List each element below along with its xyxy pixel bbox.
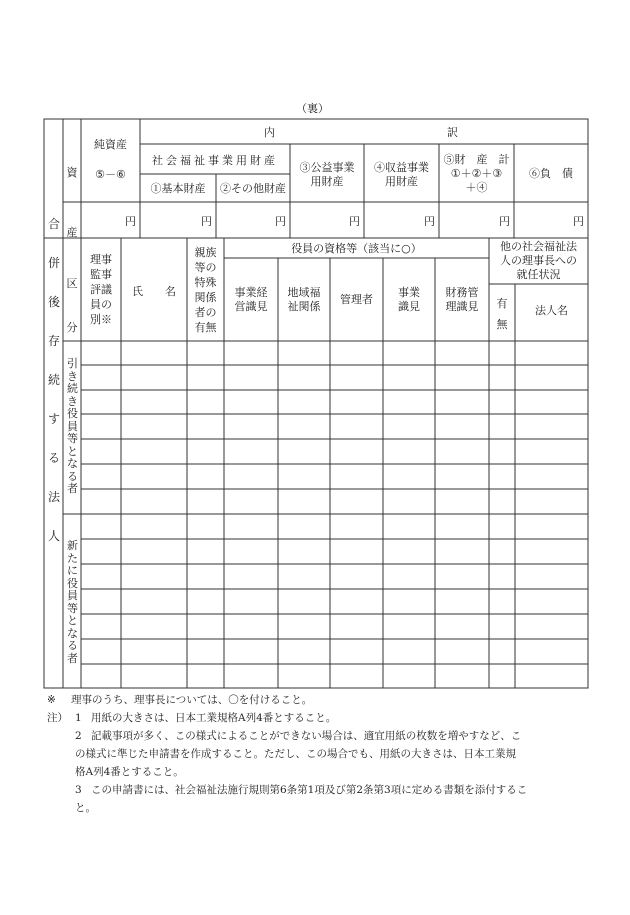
group-continuing-char: 引: [67, 357, 78, 370]
group-new-char: な: [67, 626, 78, 640]
q2-line: 祉関係: [287, 300, 321, 313]
group-new-char: 役: [67, 576, 78, 590]
note-3-line-1: この申請書には、社会福祉法施行規則第6条第1項及び第2条第3項に定める書類を添付するこ: [91, 784, 528, 796]
other-corp-header-line: 他の社会福祉法: [500, 240, 577, 253]
role-type-line: 員の: [90, 298, 112, 311]
group-continuing-char: 等: [67, 432, 78, 445]
group-continuing-char: 役: [67, 407, 78, 420]
group-new-char: と: [67, 614, 78, 627]
note-1-number: 1: [75, 712, 82, 724]
left-label-char: 併: [47, 256, 60, 270]
left-label-char: 人: [47, 529, 60, 543]
group-continuing-char: 者: [67, 482, 78, 495]
qualification-business-header: [383, 286, 435, 314]
yen-unit: 円: [201, 215, 212, 228]
group-new-char: 新: [67, 539, 78, 552]
net-assets-amount-field[interactable]: [82, 203, 122, 237]
left-label-char: す: [47, 412, 60, 426]
group-new-label: [66, 540, 79, 665]
qualification-management-header: [224, 286, 278, 314]
left-label-char: 存: [47, 334, 60, 348]
corp-name-header: 法人名: [535, 304, 568, 317]
left-label-char: 後: [47, 295, 60, 309]
relatives-line: 特殊: [194, 276, 217, 289]
assets-label-char: 産: [66, 226, 78, 239]
category-label-char: 分: [66, 321, 78, 334]
left-label-char: 続: [47, 373, 60, 387]
note-2-line-3: 格A列4番とすること。: [75, 766, 184, 778]
liabilities-label: ⑥負 債: [529, 167, 573, 180]
group-new-char: 等: [67, 601, 78, 615]
yen-unit: 円: [349, 215, 360, 228]
relatives-line: 等の: [194, 261, 217, 274]
other-assets-amount-field[interactable]: [217, 203, 273, 237]
public-interest-assets-label-1: ③公益事業: [299, 161, 355, 174]
asterisk-note-mark: ※: [47, 694, 56, 706]
other-corp-header-line: 人の理事長への: [500, 254, 577, 267]
net-assets-label: 純資産: [94, 138, 127, 151]
page-label: （裏）: [296, 102, 329, 115]
group-new-char: 員: [67, 589, 78, 602]
note-3-number: 3: [75, 784, 82, 796]
presence-header: [490, 293, 514, 335]
note-2-number: 2: [75, 730, 82, 742]
qualification-header: 役員の資格等（該当に○）: [291, 242, 422, 255]
group-new-char: 者: [67, 651, 78, 665]
group-continuing-char: き: [67, 394, 78, 408]
yen-unit: 円: [499, 215, 510, 228]
total-assets-amount-field[interactable]: [440, 203, 497, 237]
relatives-line: 親族: [194, 246, 217, 259]
group-continuing-char: る: [67, 469, 78, 483]
profit-amount-field[interactable]: [365, 203, 422, 237]
relatives-header: [188, 245, 223, 335]
total-assets-label-1: ⑤財 産 計: [443, 153, 510, 166]
category-label-char: 区: [66, 277, 78, 290]
role-type-header: [82, 252, 120, 327]
profit-assets-label-2: 用財産: [385, 175, 418, 188]
q5-line: 財務管: [445, 286, 479, 299]
breakdown-label-1: 内: [264, 126, 275, 139]
left-label-char: 合: [47, 217, 60, 231]
note-2-line-2: の様式に準じた申請書を作成すること。ただし、この場合でも、用紙の大きさは、日本工業規: [75, 748, 516, 760]
relatives-line: 者の: [194, 306, 217, 319]
breakdown-label-2: 訳: [447, 126, 458, 139]
role-type-line: 理事: [90, 253, 112, 266]
role-type-line: 別※: [90, 313, 112, 326]
left-vertical-label: [47, 205, 61, 556]
other-corp-header: [489, 240, 588, 282]
social-welfare-assets-label: 社会福祉事業用財産: [152, 154, 278, 167]
total-assets-label-2: ①＋②＋③: [450, 167, 503, 180]
asterisk-note-text: 理事のうち、理事長については、〇を付けること。: [71, 694, 313, 706]
qualification-community-header: [278, 286, 330, 314]
group-continuing-char: 続: [67, 382, 78, 395]
other-assets-label: ②その他財産: [220, 182, 286, 195]
qualification-manager-header: 管理者: [340, 293, 373, 306]
net-assets-formula: ⑤－⑥: [95, 168, 126, 181]
role-type-line: 評議: [90, 283, 112, 296]
yen-unit: 円: [125, 215, 136, 228]
assets-section-label: [65, 143, 79, 263]
group-new-char: る: [67, 639, 78, 652]
q1-line: 事業経: [234, 286, 268, 299]
notes-label: 注）: [47, 712, 68, 724]
liabilities-amount-field[interactable]: [515, 203, 571, 237]
public-interest-amount-field[interactable]: [291, 203, 347, 237]
q1-line: 営識見: [234, 300, 268, 313]
group-continuing-label: [66, 358, 79, 496]
presence-line: 無: [496, 318, 508, 331]
note-2-line-1: 記載事項が多く、この様式によることができない場合は、適宜用紙の枚数を増やすなど、こ: [91, 730, 522, 742]
group-continuing-char: と: [67, 444, 78, 458]
q2-line: 地域福: [287, 286, 321, 299]
group-new-char: に: [67, 564, 78, 577]
group-new-char: た: [67, 551, 78, 565]
q5-line: 理識見: [445, 300, 479, 313]
name-header: 氏 名: [132, 285, 176, 298]
presence-line: 有: [496, 297, 508, 310]
left-label-char: 法: [47, 490, 60, 504]
group-continuing-char: 員: [67, 419, 78, 433]
q4-line: 識見: [398, 300, 420, 313]
note-1-text: 用紙の大きさは、日本工業規格A列4番とすること。: [91, 712, 337, 724]
relatives-line: 有無: [194, 321, 217, 334]
basic-assets-label: ①基本財産: [150, 182, 206, 195]
yen-unit: 円: [573, 215, 584, 228]
relatives-line: 関係: [194, 291, 217, 304]
group-continuing-char: き: [67, 369, 78, 383]
role-type-line: 監事: [90, 268, 112, 281]
left-label-char: る: [47, 451, 60, 465]
assets-label-char: 資: [66, 166, 78, 179]
group-continuing-char: な: [67, 457, 78, 470]
qualification-finance-header: [435, 286, 489, 314]
note-3-line-2: と。: [75, 802, 96, 814]
yen-unit: 円: [424, 215, 435, 228]
other-corp-header-line: 就任状況: [516, 268, 561, 281]
profit-assets-label-1: ④収益事業: [374, 161, 429, 174]
category-label: [65, 262, 79, 350]
basic-assets-amount-field[interactable]: [141, 203, 199, 237]
public-interest-assets-label-2: 用財産: [310, 175, 344, 188]
yen-unit: 円: [275, 215, 286, 228]
q4-line: 事業: [398, 286, 420, 299]
total-assets-label-3: ＋④: [465, 181, 488, 194]
